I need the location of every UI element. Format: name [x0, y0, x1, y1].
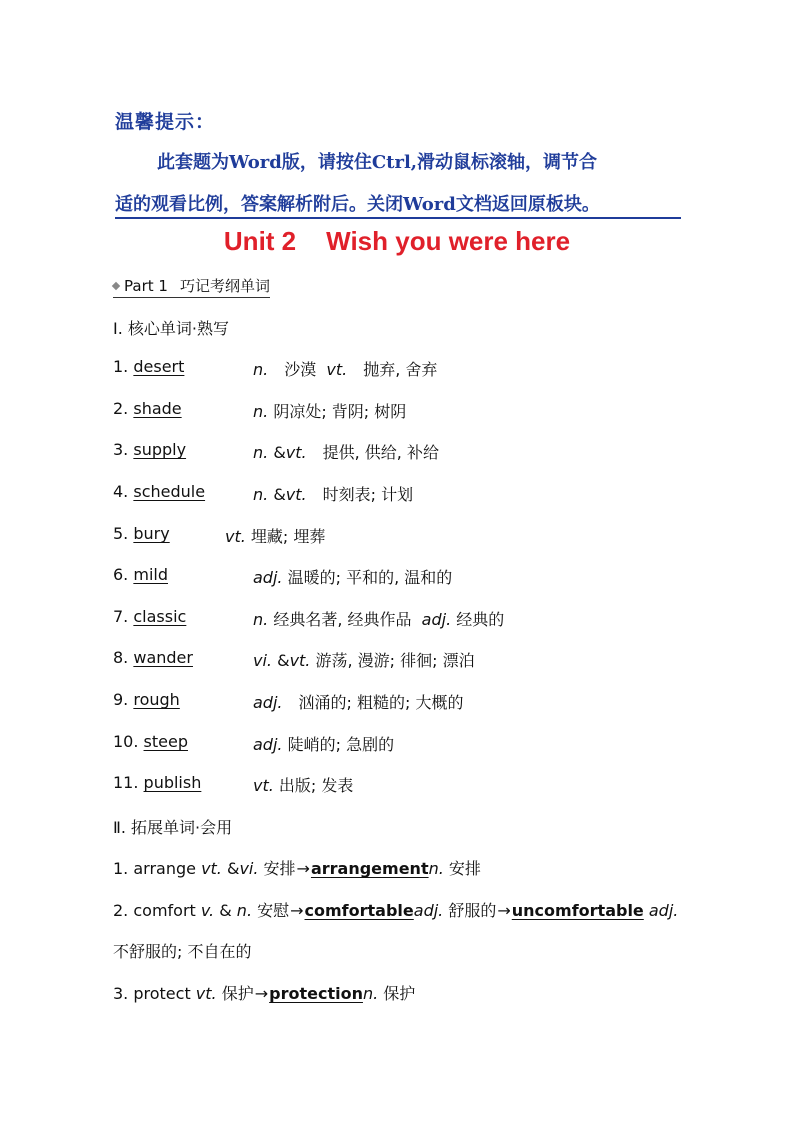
definition-text: 陡峭的; 急剧的 — [282, 735, 395, 754]
definition-text: & — [268, 485, 286, 504]
definition-text-2: 经典的 — [451, 610, 505, 629]
meaning-text-2: 舒服的 — [443, 901, 497, 920]
definition-text: 沙漠 — [268, 360, 317, 379]
vocab-definition — [253, 607, 504, 630]
vocab-word: desert — [133, 357, 185, 376]
definition-text-2: 时刻表; 计划 — [306, 485, 414, 504]
item-number: 5. — [113, 524, 134, 543]
vocab-row — [113, 732, 395, 756]
vocab-word: mild — [133, 565, 168, 584]
part-of-speech: n. — [253, 485, 269, 504]
derived-word: protection — [269, 984, 363, 1003]
vocab-row — [113, 524, 326, 548]
expansion-item-continued: 不舒服的; 不自在的 — [113, 942, 252, 961]
meaning-text: 安排 — [258, 859, 296, 878]
expansion-item — [113, 981, 415, 1004]
meaning-text-2: 保护 — [378, 984, 416, 1003]
vocab-row — [113, 690, 464, 714]
section-2-heading: Ⅱ. 拓展单词·会用 — [113, 818, 233, 837]
item-number: 6. — [113, 565, 134, 584]
item-number: 9. — [113, 690, 134, 709]
part-of-speech: vt. — [195, 984, 217, 1003]
part-of-speech-2: adj. — [421, 610, 452, 629]
vocab-word: shade — [133, 399, 182, 418]
vocab-definition — [253, 773, 353, 796]
item-number: 1. — [113, 357, 134, 376]
part-label: Part 1 — [124, 277, 168, 295]
item-number: 10. — [113, 732, 144, 751]
definition-text: 埋藏; 埋葬 — [245, 527, 326, 546]
vocab-word: publish — [143, 773, 202, 792]
item-number: 8. — [113, 648, 134, 667]
vocab-word: rough — [133, 690, 180, 709]
vocab-definition — [253, 399, 406, 422]
unit-title — [0, 226, 794, 257]
part-of-speech: vi. — [253, 651, 272, 670]
part-of-speech-2: vt. — [285, 485, 307, 504]
part-of-speech-2: n. — [236, 901, 253, 920]
expansion-item — [113, 856, 481, 879]
meaning-text: 保护 — [216, 984, 254, 1003]
vocab-definition — [253, 732, 394, 755]
derived-word: comfortable — [304, 901, 414, 920]
vocab-row — [113, 648, 475, 672]
definition-text: 汹涌的; 粗糙的; 大概的 — [282, 693, 464, 712]
part-of-speech-2: vt. — [289, 651, 311, 670]
tip-title: 温馨提示： — [115, 111, 216, 133]
definition-text-2: 提供, 供给, 补给 — [306, 443, 439, 462]
unit-name: Wish you were here — [326, 226, 571, 256]
meaning-text-2: 安排 — [443, 859, 481, 878]
definition-text: & — [272, 651, 290, 670]
item-number: 11. — [113, 773, 144, 792]
connector-text: & — [221, 859, 240, 878]
part-of-speech: n. — [253, 610, 269, 629]
vocab-row — [113, 773, 354, 797]
base-word: 2. comfort — [113, 901, 201, 920]
item-number: 2. — [113, 399, 134, 418]
definition-text-2: 游荡, 漫游; 徘徊; 漂泊 — [310, 651, 475, 670]
definition-text: & — [268, 443, 286, 462]
arrow-right-icon: → — [254, 984, 269, 1003]
item-number: 7. — [113, 607, 134, 626]
vocab-row — [113, 482, 414, 506]
definition-text-2: 抛弃, 舍弃 — [347, 360, 438, 379]
item-number: 3. — [113, 440, 134, 459]
expansion-item — [113, 898, 678, 921]
vocab-row — [113, 357, 438, 381]
definition-text: 温暖的; 平和的, 温和的 — [282, 568, 453, 587]
tip-line-1: 此套题为Word版，请按住Ctrl,滑动鼠标滚轴，调节合 — [157, 152, 598, 173]
vocab-word: wander — [133, 648, 193, 667]
vocab-word: supply — [133, 440, 187, 459]
part-of-speech: adj. — [253, 568, 283, 587]
part-of-speech-4: adj. — [648, 901, 679, 920]
part-of-speech-3: adj. — [413, 901, 444, 920]
tip-line-2: 适的观看比例，答案解析附后。关闭Word文档返回原板块。 — [115, 190, 681, 219]
vocab-row — [113, 440, 439, 464]
vocab-row — [113, 399, 407, 423]
arrow-right-icon: → — [497, 901, 511, 920]
definition-text: 出版; 发表 — [273, 776, 354, 795]
vocab-definition — [253, 565, 452, 588]
part-of-speech: v. — [200, 901, 215, 920]
part-of-speech-2: vi. — [239, 859, 259, 878]
vocab-definition — [253, 482, 413, 505]
part-of-speech-3: n. — [362, 984, 379, 1003]
part-of-speech: adj. — [253, 735, 283, 754]
part-of-speech: n. — [253, 360, 269, 379]
part-of-speech-3: n. — [428, 859, 444, 878]
meaning-text: 安慰 — [252, 901, 290, 920]
arrow-right-icon: → — [296, 859, 310, 878]
part-of-speech-2: vt. — [326, 360, 348, 379]
part-of-speech: adj. — [253, 693, 283, 712]
base-word: 3. protect — [113, 984, 196, 1003]
part-of-speech: n. — [253, 402, 269, 421]
vocab-word: classic — [133, 607, 187, 626]
vocab-row — [113, 565, 453, 589]
definition-text: 经典名著, 经典作品 — [268, 610, 412, 629]
vocab-word: bury — [133, 524, 170, 543]
vocab-definition — [253, 357, 437, 380]
vocab-definition — [253, 690, 463, 713]
diamond-bullet-icon — [112, 282, 120, 290]
arrow-right-icon: → — [290, 901, 304, 920]
derived-word-2: uncomfortable — [511, 901, 644, 920]
part-heading — [113, 275, 270, 298]
part-of-speech: vt. — [253, 776, 274, 795]
vocab-definition — [253, 440, 439, 463]
vocab-word: steep — [143, 732, 188, 751]
part-of-speech: vt. — [201, 859, 222, 878]
vocab-definition — [225, 524, 325, 547]
item-number: 4. — [113, 482, 134, 501]
part-of-speech: vt. — [225, 527, 246, 546]
derived-word: arrangement — [310, 859, 429, 878]
part-of-speech: n. — [253, 443, 269, 462]
unit-number: Unit 2 — [223, 226, 297, 256]
definition-text: 阴凉处; 背阴; 树阴 — [268, 402, 407, 421]
vocab-word: schedule — [133, 482, 206, 501]
vocab-definition — [253, 648, 475, 671]
part-name: 巧记考纲单词 — [179, 277, 270, 295]
base-word: 1. arrange — [113, 859, 202, 878]
vocab-row — [113, 607, 505, 631]
section-1-heading: Ⅰ. 核心单词·熟写 — [113, 319, 229, 338]
part-of-speech-2: vt. — [285, 443, 307, 462]
connector-text: & — [214, 901, 237, 920]
